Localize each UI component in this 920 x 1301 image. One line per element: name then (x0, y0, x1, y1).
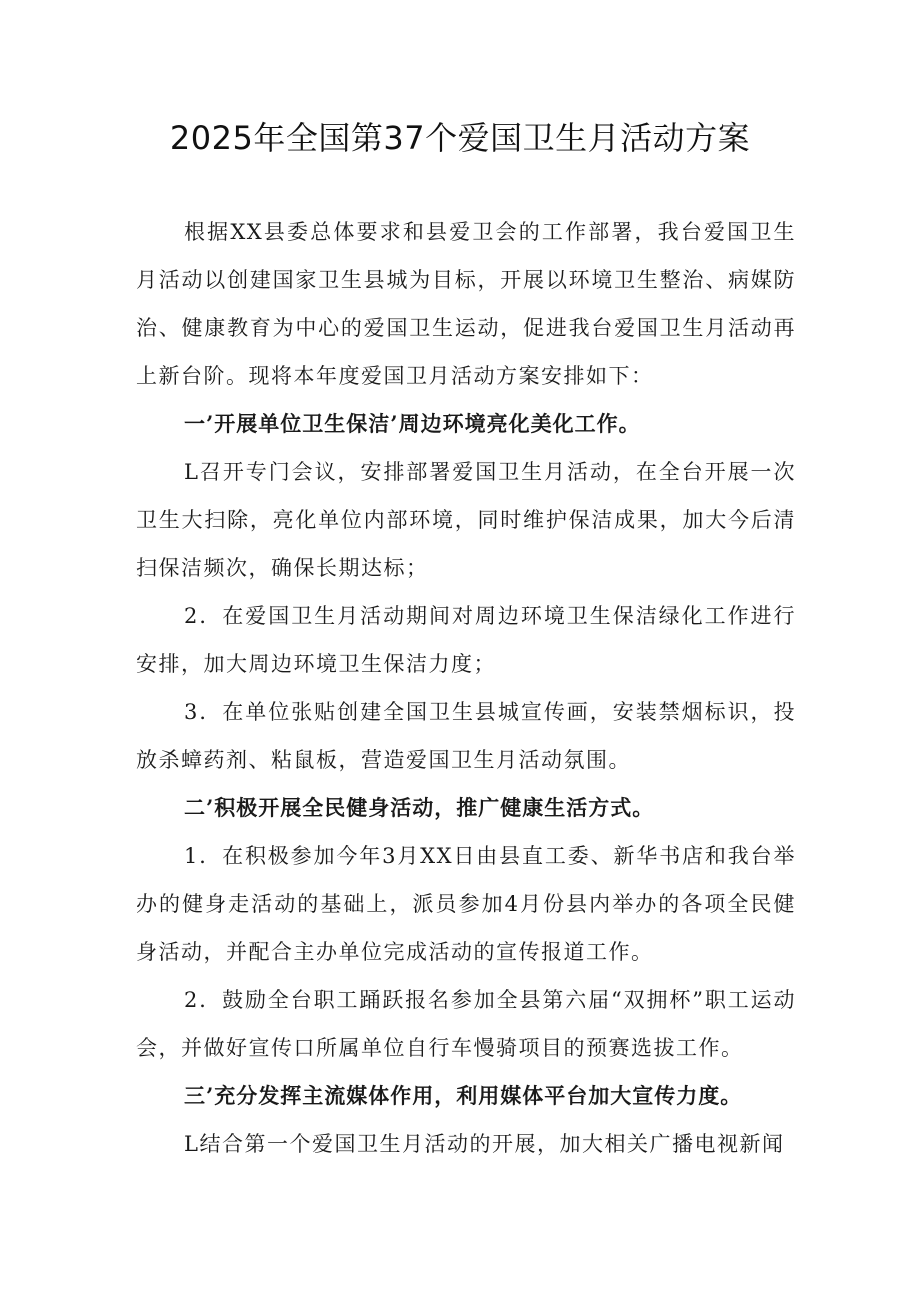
section-heading-3: 三’充分发挥主流媒体作用，利用媒体平台加大宣传力度。 (184, 1083, 743, 1108)
document-body (136, 208, 796, 1168)
section-2-item-2: 2．鼓励全台职工踊跃报名参加全县第六届“双拥杯”职工运动会，并做好宣传口所属单位自行车慢骑项目的预赛选拔工作。 (136, 988, 796, 1060)
section-1-item-2: 2．在爱国卫生月活动期间对周边环境卫生保洁绿化工作进行安排，加大周边环境卫生保洁力度； (136, 604, 796, 676)
section-heading-2: 二’积极开展全民健身活动，推广健康生活方式。 (184, 795, 655, 820)
section-1-item-3: 3．在单位张贴创建全国卫生县城宣传画，安装禁烟标识，投放杀蟑药剂、粘鼠板，营造爱国卫生月活动氛围。 (136, 700, 796, 772)
intro-paragraph: 根据XX县委总体要求和县爱卫会的工作部署，我台爱国卫生月活动以创建国家卫生县城为目标，开展以环境卫生整治、病媒防治、健康教育为中心的爱国卫生运动，促进我台爱国卫生月活动再上新台阶。现将本年度爱国卫月活动方案安排如下： (136, 220, 796, 388)
section-3-item-1: L结合第一个爱国卫生月活动的开展，加大相关广播电视新闻 (184, 1132, 785, 1156)
section-1-item-1: L召开专门会议，安排部署爱国卫生月活动，在全台开展一次卫生大扫除，亮化单位内部环境，同时维护保洁成果，加大今后清扫保洁频次，确保长期达标； (136, 460, 796, 580)
section-2-item-1: 1．在积极参加今年3月XX日由县直工委、新华书店和我台举办的健身走活动的基础上，派员参加4月份县内举办的各项全民健身活动，并配合主办单位完成活动的宣传报道工作。 (136, 844, 796, 964)
document-title: 2025年全国第37个爱国卫生月活动方案 (169, 119, 751, 157)
section-heading-1: 一’开展单位卫生保洁’周边环境亮化美化工作。 (184, 411, 641, 436)
